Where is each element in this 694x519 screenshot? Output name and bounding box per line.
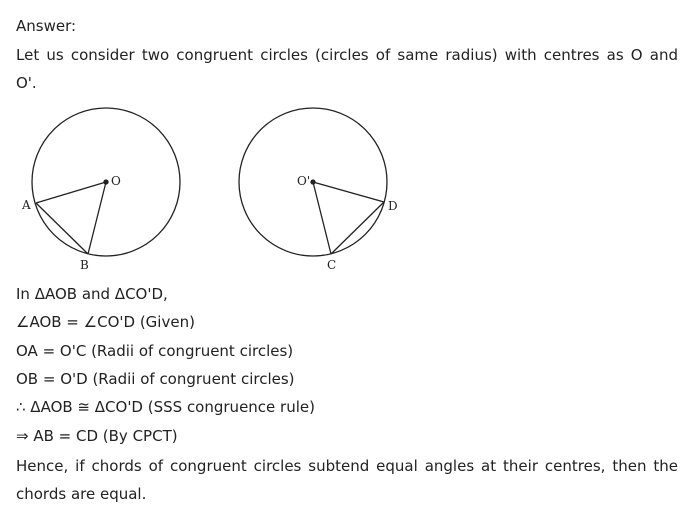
proof-line-2: ∠AOB = ∠CO'D (Given) — [16, 313, 195, 331]
conclusion-line-2: chords are equal. — [16, 485, 147, 503]
chord-cd — [331, 202, 384, 254]
intro-line-1: Let us consider two congruent circles (circles of same radius) with centres as O and — [16, 46, 678, 64]
chord-ab — [36, 203, 88, 254]
conclusion-line-1: Hence, if chords of congruent circles subtend equal angles at their centres, then the — [16, 457, 678, 475]
label-c: C — [327, 258, 337, 272]
proof-line-4: OB = O'D (Radii of congruent circles) — [16, 370, 295, 388]
radius-ob — [88, 182, 106, 254]
proof-line-3: OA = O'C (Radii of congruent circles) — [16, 342, 294, 360]
label-a: A — [22, 198, 31, 212]
radius-oa — [36, 182, 106, 203]
center-point-o — [104, 180, 108, 184]
left-circle-diagram — [32, 108, 180, 256]
intro-line-2: O'. — [16, 74, 37, 92]
center-point-o-prime — [311, 180, 315, 184]
label-o: O — [111, 174, 121, 188]
proof-line-5: ∴ ΔAOB ≅ ΔCO'D (SSS congruence rule) — [16, 398, 315, 416]
label-b: B — [80, 258, 89, 272]
proof-line-1: In ΔAOB and ΔCO'D, — [16, 285, 168, 303]
label-d: D — [388, 199, 398, 213]
congruent-circles-figure — [0, 100, 694, 280]
radius-o-prime-c — [313, 182, 331, 254]
radius-o-prime-d — [313, 182, 384, 202]
answer-label: Answer: — [16, 17, 77, 35]
right-circle-diagram — [239, 108, 387, 256]
label-o-prime: O' — [297, 174, 311, 188]
proof-line-6: ⇒ AB = CD (By CPCT) — [16, 427, 178, 445]
